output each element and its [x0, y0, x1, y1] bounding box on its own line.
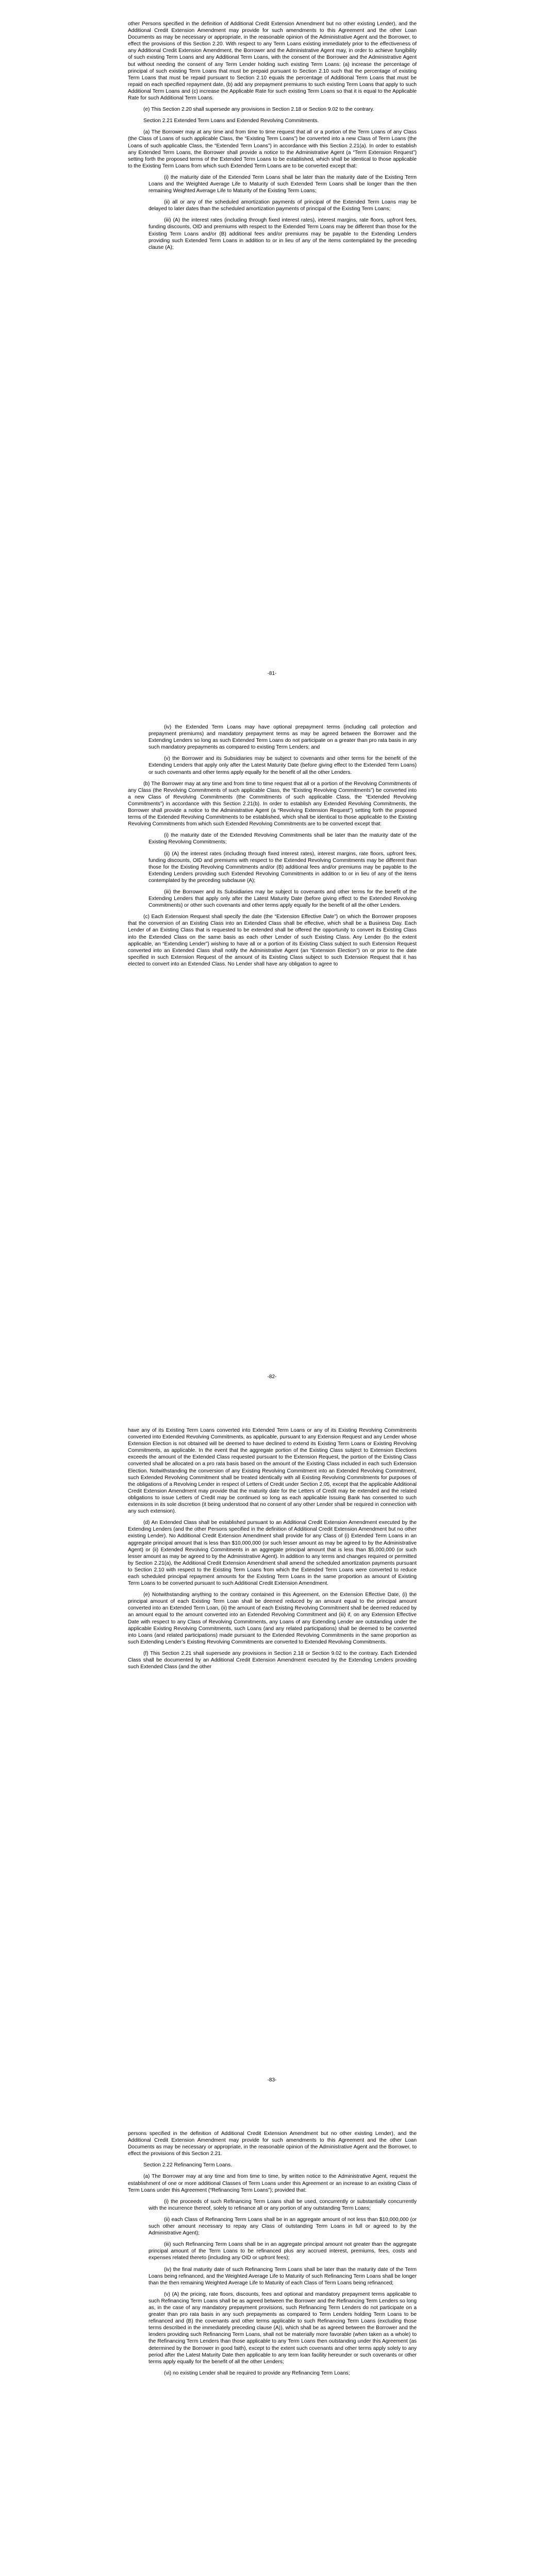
page-84 [0, 2110, 544, 2576]
body-paragraph: (e) This Section 2.20 shall supersede any provisions in Section 2.18 or Section 9.02 to the contrary. [143, 107, 374, 113]
page-number: -81- [267, 671, 277, 676]
body-paragraph: (f) This Section 2.21 shall supersede any provisions in Section 2.18 or Section 9.02 to the contrary. Each Extended Class shall be documented by an Additional Credit Extension Amendment executed by the Extending Lenders providing such Extended Class (and the other [128, 1650, 417, 1670]
body-paragraph: (iii) such Refinancing Term Loans shall be in an aggregate principal amount not greater than the aggregate principal amount of the Term Loans to be refinanced plus any accrued interest, premiums, fees, costs and expenses related thereto (including any OID or upfront fees); [149, 2242, 417, 2261]
body-paragraph: have any of its Existing Term Loans converted into Extended Term Loans or any of its Existing Revolving Commitments converted into Extended Revolving Commitments, as applicable, pursuant to any Extension Request and any Lender whose Extension Election is not obtained will be deemed to have declined to extend its Existing Term Loans or Existing Revolving Commitments, as applicable. In the event that the aggregate portion of the Existing Class subject to Extension Elections exceeds the amount of the Extended Class requested pursuant to the Extension Request, the portion of the Existing Class converted shall be allocated on a pro rata basis based on the amount of the Existing Class included in each such Extension Election. Notwithstanding the conversion of any Existing Revolving Commitment into an Extended Revolving Commitment, such Extended Revolving Commitment shall be treated identically with all Existing Revolving Commitments for purposes of the obligations of a Revolving Lender in respect of Letters of Credit under Section 2.05, except that the applicable Additional Credit Extension Amendment may provide that the maturity date for the Letters of Credit may be extended and the related obligations to issue Letters of Credit may be continued so long as each applicable Issuing Bank has consented to such extensions in its sole discretion (it being understood that no consent of any other Lender shall be required in connection with any such extension). [128, 1428, 417, 1515]
page-number: -82- [267, 1374, 277, 1380]
page-body [128, 724, 417, 972]
body-paragraph: (ii) all or any of the scheduled amortization payments of principal of the Extended Term Loans may be delayed to later dates than the scheduled amortization payments of principal of the Existing Term Loans; [149, 199, 417, 212]
page-81 [0, 0, 544, 703]
body-paragraph: (ii) (A) the interest rates (including through fixed interest rates), interest margins, rate floors, upfront fees, funding discounts, OID and premiums with respect to the Extended Revolving Commitments may be different than those for the Existing Revolving Commitments and/or (B) additional fees and/or premiums may be payable to the Extending Lenders providing such Extended Revolving Commitments in addition to or in lieu of any of the items contemplated by the preceding subclause (A); [149, 851, 417, 884]
body-paragraph: (iii) (A) the interest rates (including through fixed interest rates), interest margins, rate floors, upfront fees, funding discounts, OID and premiums with respect to the Extended Term Loans may be different than those for the Existing Term Loans and/or (B) additional fees and/or premiums may be payable to the Extending Lenders providing such Extended Term Loans in addition to or in lieu of any of the items contemplated by the preceding clause (A); [149, 217, 417, 250]
page-body [128, 21, 417, 256]
body-paragraph: (i) the maturity date of the Extended Revolving Commitments shall be later than the maturity date of the Existing Revolving Commitments; [149, 833, 417, 845]
body-paragraph: (d) An Extended Class shall be established pursuant to an Additional Credit Extension Amendment executed by the Extending Lenders (and the other Persons specified in the definition of Additional Credit Extension Amendment but no other existing Lender). No Additional Credit Extension Amendment shall provide for any Class of (i) Extended Term Loans in an aggregate principal amount that is less than $10,000,000 (or such lesser amount as may be agreed to by the Administrative Agent) or (ii) Extended Revolving Commitments in an aggregate principal amount that is less than $5,000,000 (or such lesser amount as may be agreed to by the Administrative Agent). In addition to any terms and changes required or permitted by Section 2.21(a), the Additional Credit Extension Amendment shall amend the scheduled amortization payments pursuant to Section 2.10 with respect to the Existing Term Loans from which the Extended Term Loans were converted to reduce each scheduled principal repayment amounts for the Existing Term Loans in the same proportion as amount of Existing Term Loans to be converted pursuant to such Additional Credit Extension Amendment. [128, 1520, 417, 1587]
page-82 [0, 703, 544, 1406]
body-paragraph: (c) Each Extension Request shall specify the date (the “Extension Effective Date”) on which the Borrower proposes that the conversion of an Existing Class into an Extended Class shall be effective, which shall be a Business Day. Each Lender of an Existing Class that is requested to be extended shall be offered the opportunity to convert its Existing Class into the Extended Class on the same basis as each other Lender of such Existing Class. Any Lender (to the extent applicable, an “Extending Lender”) wishing to have all or a portion of its Existing Class subject to such Extension Request converted into an Extended Class shall notify the Administrative Agent (an “Extension Election”) on or prior to the date specified in such Extension Request of the amount of its Existing Class subject to such Extension Request that it has elected to convert into an Extended Class. No Lender shall have any obligation to agree to [128, 914, 417, 967]
page-body [128, 1427, 417, 1675]
body-paragraph: (vi) no existing Lender shall be required to provide any Refinancing Term Loans; [164, 2370, 350, 2376]
body-paragraph: (v) (A) the pricing, rate floors, discounts, fees and optional and mandatory prepayment terms applicable to such Refinancing Term Loans shall be as agreed between the Borrower and the Refinancing Term Lenders so long as, in the case of any mandatory prepayment provisions, such Refinancing Term Lenders do not participate on a greater than pro rata basis in any such prepayments as compared to Term Lenders holding Term Loans to be refinanced and (B) the covenants and other terms applicable to such Refinancing Term Loans (excluding those terms described in the immediately preceding clause (A)), which shall be as agreed between the Borrower and the lenders providing such Refinancing Term Loans, shall not be materially more favorable (when taken as a whole) to the Refinancing Term Lenders than those applicable to any Term Loans then outstanding under this Agreement (as determined by the Borrower in good faith), except to the extent such covenants and other terms apply solely to any period after the Latest Maturity Date then applicable to any term loan facility hereunder or such covenants or other terms apply equally for the benefit of all the other Lenders; [149, 2291, 417, 2365]
page-83 [0, 1406, 544, 2110]
body-paragraph: other Persons specified in the definition of Additional Credit Extension Amendment but no other existing Lender), and the Additional Credit Extension Amendment may provide for such amendments to this Agreement and the other Loan Documents as may be necessary or appropriate, in the reasonable opinion of the Administrative Agent and the Borrower, to effect the provisions of this Section 2.20. With respect to any Term Loans existing immediately prior to the effectiveness of any Additional Credit Extension Amendment, the Borrower and the Administrative Agent may, in order to achieve fungibility of such existing Term Loans and any Additional Term Loans, with the consent of the Borrower and the Administrative Agent but without needing the consent of any Term Lender holding such existing Term Loans: (a) increase the percentage of principal of such existing Term Loans that must be prepaid pursuant to Section 2.10 such that the percentage of existing Term Loans that must be repaid pursuant to Section 2.10 equals the percentage of Additional Term Loans that must be repaid on each specified repayment date, (b) add any prepayment premiums to such existing Term Loans that apply to such Additional Term Loans and (c) increase the Applicable Rate for such existing Term Loans so that it is equal to the Applicable Rate for such Additional Term Loans. [128, 21, 417, 101]
body-paragraph: (b) The Borrower may at any time and from time to time request that all or a portion of the Revolving Commitments of any Class (the Revolving Commitments of such applicable Class, the “Existing Revolving Commitments”) be converted into a new Class of Revolving Commitments (the Commitments of such applicable Class, the “Extended Revolving Commitments”) in accordance with this Section 2.21(b). In order to establish any Extended Revolving Commitments, the Borrower shall provide a notice to the Administrative Agent (a “Revolving Extension Request”) setting forth the proposed terms of the Extended Revolving Commitments to be established, which shall be identical to those applicable to the Existing Revolving Commitments from which such Extended Revolving Commitments are to be converted except that: [128, 781, 417, 827]
page-number: -83- [267, 2077, 277, 2083]
section-heading: Section 2.22 Refinancing Term Loans. [143, 2162, 232, 2168]
body-paragraph: (i) the maturity date of the Extended Term Loans shall be later than the maturity date of the Existing Term Loans and the Weighted Average Life to Maturity of such Extended Term Loans shall be longer than the then remaining Weighted Average Life to Maturity of the Existing Term Loans; [149, 174, 417, 194]
body-paragraph: (e) Notwithstanding anything to the contrary contained in this Agreement, on the Extension Effective Date, (i) the principal amount of each Existing Term Loan shall be deemed reduced by an amount equal to the principal amount converted into an Extended Term Loan, (ii) the amount of each Existing Revolving Commitment shall be deemed reduced by an amount equal to the amount converted into an Extended Revolving Commitment and (iii) if, on any Extension Effective Date with respect to any Class of Revolving Commitments, any Loans of any Extending Lender are outstanding under the applicable Existing Revolving Commitments, such Loans (and any related participations) shall be deemed to be converted into Loans (and related participations) made pursuant to the Extended Revolving Commitments in the same proportion as such Extending Lender’s Existing Revolving Commitments are converted to Extended Revolving Commitments. [128, 1592, 417, 1645]
body-paragraph: persons specified in the definition of Additional Credit Extension Amendment but no other existing Lender), and the Additional Credit Extension Amendment may provide for such amendments to this Agreement and the other Loan Documents as may be necessary or appropriate, in the reasonable opinion of the Administrative Agent and the Borrower, to effect the provisions of this Section 2.21. [128, 2131, 417, 2157]
body-paragraph: (iv) the Extended Term Loans may have optional prepayment terms (including call protection and prepayment premiums) and mandatory prepayment terms as may be agreed between the Borrower and the Extending Lenders so long as such Extended Term Loans do not participate on a greater than pro rata basis in any such mandatory prepayments as compared to existing Term Lenders; and [149, 724, 417, 751]
section-heading: Section 2.21 Extended Term Loans and Extended Revolving Commitments. [143, 118, 319, 124]
body-paragraph: (i) the proceeds of such Refinancing Term Loans shall be used, concurrently or substantially concurrently with the incurrence thereof, solely to refinance all or any portion of any outstanding Term Loans; [149, 2198, 417, 2211]
body-paragraph: (v) the Borrower and its Subsidiaries may be subject to covenants and other terms for the benefit of the Extending Lenders that apply only after the Latest Maturity Date (before giving effect to the Extended Term Loans) or such covenants and other terms apply equally for the benefit of all the other Lenders. [149, 756, 417, 775]
body-paragraph: (iv) the final maturity date of such Refinancing Term Loans shall be later than the maturity date of the Term Loans being refinanced, and the Weighted Average Life to Maturity of such Refinancing Term Loans shall be longer than the then remaining Weighted Average Life to Maturity of each Class of Term Loans being refinanced; [149, 2266, 417, 2286]
body-paragraph: (iii) the Borrower and its Subsidiaries may be subject to covenants and other terms for the benefit of the Extending Lenders that apply only after the Latest Maturity Date (before giving effect to the Extended Revolving Commitments) or other such covenants and other terms apply equally for the benefit of all the other Lenders. [149, 889, 417, 909]
body-paragraph: (ii) each Class of Refinancing Term Loans shall be in an aggregate amount of not less than $10,000,000 (or such other amount necessary to repay any Class of outstanding Term Loans in full or agreed to by the Administrative Agent); [149, 2216, 417, 2236]
body-paragraph: (a) The Borrower may at any time and from time to time request that all or a portion of the Term Loans of any Class (the Class of Loans of such applicable Class, the “Existing Term Loans”) be converted into a new Class of Term Loans (the Loans of such applicable Class, the “Extended Term Loans”) in accordance with this Section 2.21(a). In order to establish any Extended Term Loans, the Borrower shall provide a notice to the Administrative Agent (a “Term Extension Request”) setting forth the proposed terms of the Extended Term Loans to be established, which shall be identical to those applicable to the Existing Term Loans from which such Extended Term Loans are to be converted except that: [128, 129, 417, 169]
page-body [128, 2130, 417, 2381]
body-paragraph: (a) The Borrower may at any time and from time to time, by written notice to the Administrative Agent, request the establishment of one or more additional Classes of Term Loans under this Agreement or an increase to an existing Class of Term Loans under this Agreement (“Refinancing Term Loans”); provided that: [128, 2174, 417, 2193]
